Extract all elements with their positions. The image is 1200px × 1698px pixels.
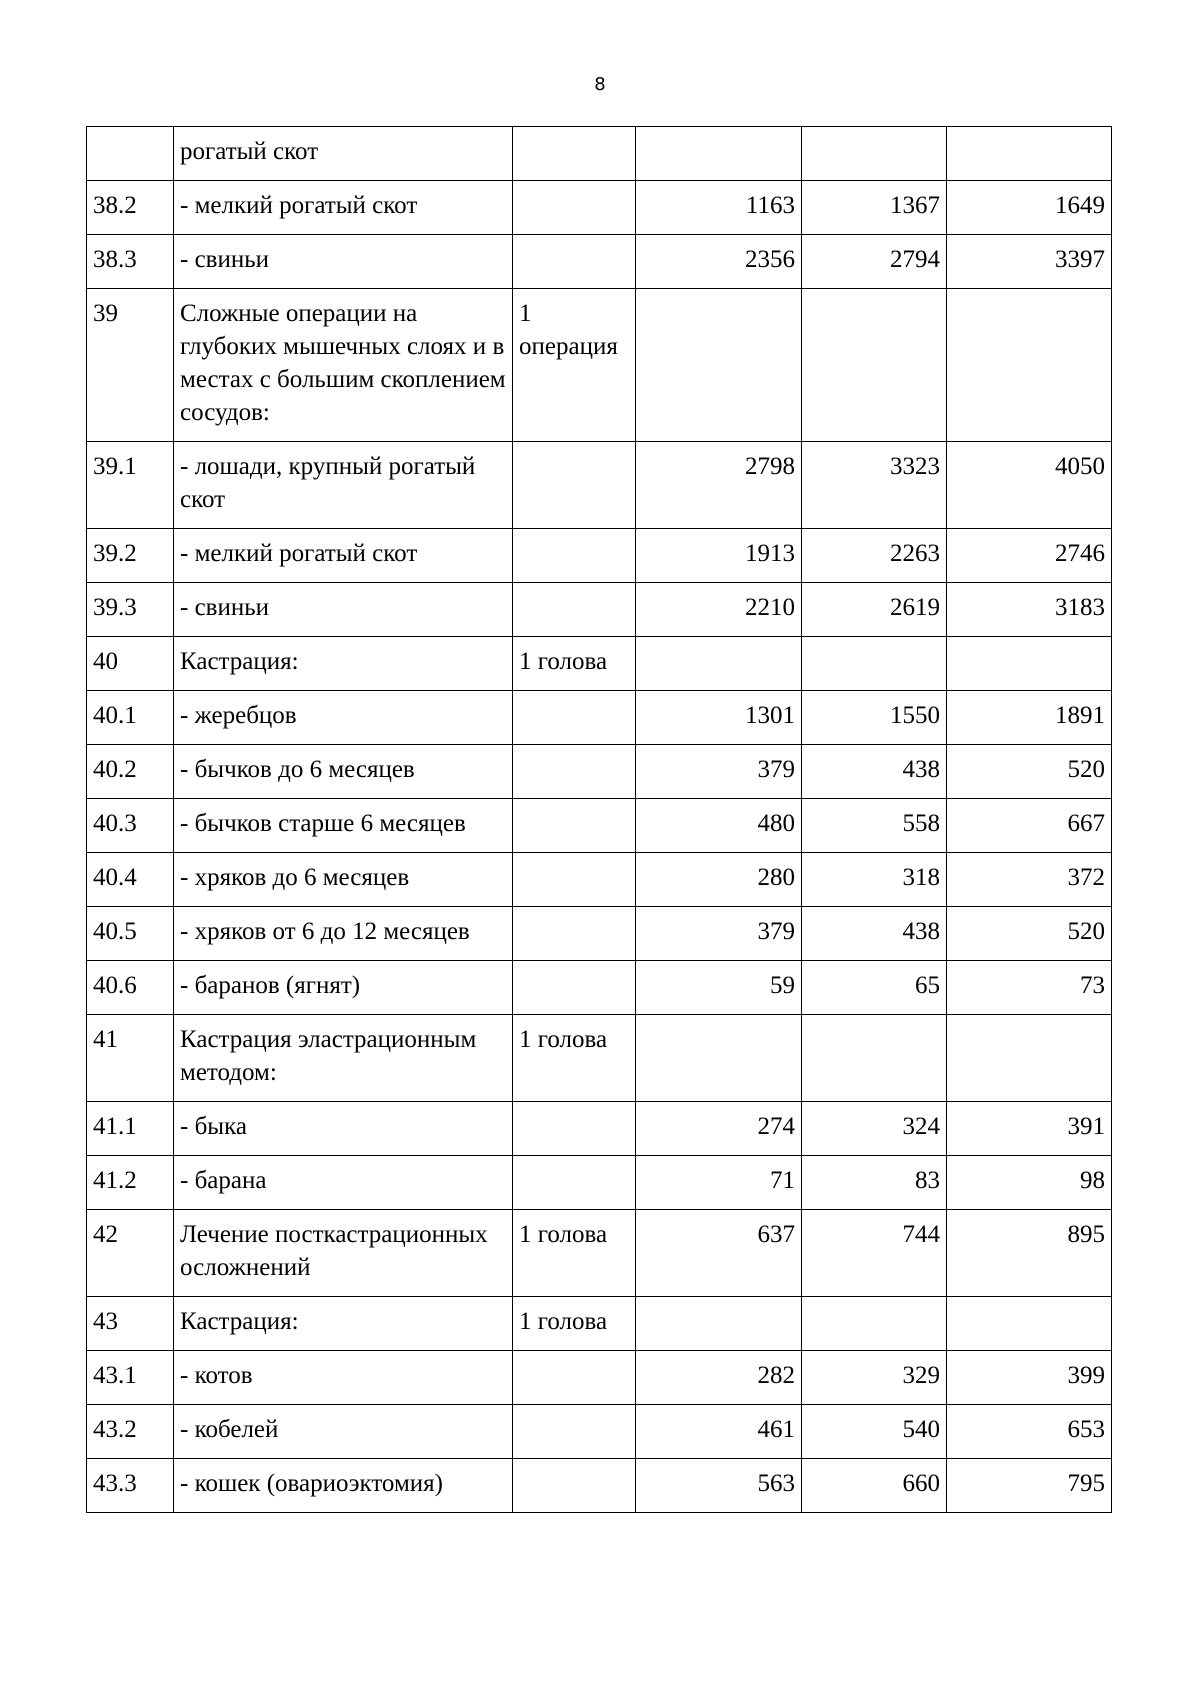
row-price-1	[636, 1015, 802, 1102]
row-price-2: 329	[802, 1351, 947, 1405]
row-price-1	[636, 289, 802, 442]
row-unit: 1 голова	[513, 637, 636, 691]
row-unit: 1 голова	[513, 1210, 636, 1297]
table-row	[87, 1015, 1112, 1102]
row-description: Кастрация:	[174, 637, 513, 691]
table-row	[87, 289, 1112, 442]
row-price-1	[636, 1297, 802, 1351]
row-price-1: 274	[636, 1102, 802, 1156]
row-price-2: 744	[802, 1210, 947, 1297]
row-price-2	[802, 1297, 947, 1351]
row-price-3: 1891	[947, 691, 1112, 745]
table-row	[87, 853, 1112, 907]
table-body	[87, 127, 1112, 1513]
row-description: - кобелей	[174, 1405, 513, 1459]
row-price-3: 2746	[947, 529, 1112, 583]
row-description: рогатый скот	[174, 127, 513, 181]
row-description: - мелкий рогатый скот	[174, 529, 513, 583]
row-price-3: 1649	[947, 181, 1112, 235]
row-price-3: 520	[947, 745, 1112, 799]
row-price-3: 3183	[947, 583, 1112, 637]
row-description: - свиньи	[174, 583, 513, 637]
row-code: 40.3	[87, 799, 174, 853]
row-price-2: 558	[802, 799, 947, 853]
row-code: 43.2	[87, 1405, 174, 1459]
row-price-1	[636, 637, 802, 691]
row-price-2	[802, 127, 947, 181]
row-unit	[513, 127, 636, 181]
row-price-1: 379	[636, 907, 802, 961]
row-code: 39.2	[87, 529, 174, 583]
row-price-1: 1163	[636, 181, 802, 235]
row-price-1: 2356	[636, 235, 802, 289]
row-price-1: 59	[636, 961, 802, 1015]
row-description: - баранов (ягнят)	[174, 961, 513, 1015]
table-row	[87, 1102, 1112, 1156]
row-code: 38.3	[87, 235, 174, 289]
table-row	[87, 529, 1112, 583]
row-description: - хряков до 6 месяцев	[174, 853, 513, 907]
table-row	[87, 691, 1112, 745]
table-row	[87, 583, 1112, 637]
row-code: 39.1	[87, 442, 174, 529]
row-price-2: 65	[802, 961, 947, 1015]
row-description: - мелкий рогатый скот	[174, 181, 513, 235]
row-price-3: 73	[947, 961, 1112, 1015]
table-row	[87, 442, 1112, 529]
row-price-1: 637	[636, 1210, 802, 1297]
row-code: 40.5	[87, 907, 174, 961]
row-unit: 1 голова	[513, 1015, 636, 1102]
row-unit	[513, 1156, 636, 1210]
row-description: - быка	[174, 1102, 513, 1156]
row-description: - свиньи	[174, 235, 513, 289]
row-code: 43.3	[87, 1459, 174, 1513]
row-price-1: 379	[636, 745, 802, 799]
row-price-2: 2619	[802, 583, 947, 637]
row-unit	[513, 1102, 636, 1156]
price-table	[86, 126, 1112, 1513]
row-unit	[513, 1459, 636, 1513]
row-price-3: 653	[947, 1405, 1112, 1459]
row-unit	[513, 529, 636, 583]
row-price-1: 2798	[636, 442, 802, 529]
table-row	[87, 235, 1112, 289]
row-description: Кастрация:	[174, 1297, 513, 1351]
row-code: 43	[87, 1297, 174, 1351]
row-price-3: 895	[947, 1210, 1112, 1297]
table-row	[87, 1156, 1112, 1210]
row-price-2: 438	[802, 745, 947, 799]
row-price-2: 2794	[802, 235, 947, 289]
row-code: 43.1	[87, 1351, 174, 1405]
row-price-2: 324	[802, 1102, 947, 1156]
row-unit	[513, 235, 636, 289]
row-unit	[513, 442, 636, 529]
row-description: - барана	[174, 1156, 513, 1210]
row-description: - жеребцов	[174, 691, 513, 745]
table-row	[87, 961, 1112, 1015]
table-row	[87, 127, 1112, 181]
row-price-3: 4050	[947, 442, 1112, 529]
row-code: 41.1	[87, 1102, 174, 1156]
row-price-3: 399	[947, 1351, 1112, 1405]
row-description: Лечение посткастрационных осложнений	[174, 1210, 513, 1297]
row-unit	[513, 745, 636, 799]
page-number: 8	[594, 74, 606, 95]
row-description: Кастрация эластрационным методом:	[174, 1015, 513, 1102]
row-unit: 1 голова	[513, 1297, 636, 1351]
row-unit	[513, 853, 636, 907]
table-row	[87, 1459, 1112, 1513]
row-price-3: 98	[947, 1156, 1112, 1210]
table-row	[87, 745, 1112, 799]
row-price-2: 83	[802, 1156, 947, 1210]
row-description: - котов	[174, 1351, 513, 1405]
row-price-1: 1301	[636, 691, 802, 745]
row-price-1: 480	[636, 799, 802, 853]
table-row	[87, 181, 1112, 235]
row-code: 40.4	[87, 853, 174, 907]
row-price-1: 563	[636, 1459, 802, 1513]
row-description: - бычков старше 6 месяцев	[174, 799, 513, 853]
row-price-3	[947, 127, 1112, 181]
table-row	[87, 799, 1112, 853]
row-price-2: 660	[802, 1459, 947, 1513]
table-row	[87, 1405, 1112, 1459]
row-code: 40	[87, 637, 174, 691]
row-unit: 1 операция	[513, 289, 636, 442]
row-unit	[513, 1351, 636, 1405]
row-price-1: 461	[636, 1405, 802, 1459]
row-code: 41	[87, 1015, 174, 1102]
row-code: 40.1	[87, 691, 174, 745]
row-unit	[513, 799, 636, 853]
row-price-2: 3323	[802, 442, 947, 529]
row-unit	[513, 691, 636, 745]
row-price-3: 520	[947, 907, 1112, 961]
row-price-3	[947, 1297, 1112, 1351]
row-price-3: 3397	[947, 235, 1112, 289]
table-row	[87, 907, 1112, 961]
row-code: 40.6	[87, 961, 174, 1015]
row-unit	[513, 961, 636, 1015]
table-row	[87, 1351, 1112, 1405]
table-row	[87, 1297, 1112, 1351]
row-price-3: 667	[947, 799, 1112, 853]
row-unit	[513, 583, 636, 637]
table-row	[87, 1210, 1112, 1297]
row-code: 39.3	[87, 583, 174, 637]
row-code	[87, 127, 174, 181]
row-price-2	[802, 637, 947, 691]
row-price-1: 280	[636, 853, 802, 907]
row-unit	[513, 1405, 636, 1459]
row-unit	[513, 907, 636, 961]
row-price-2: 1367	[802, 181, 947, 235]
row-price-1	[636, 127, 802, 181]
row-description: - хряков от 6 до 12 месяцев	[174, 907, 513, 961]
row-price-1: 282	[636, 1351, 802, 1405]
row-price-3: 391	[947, 1102, 1112, 1156]
row-code: 41.2	[87, 1156, 174, 1210]
row-price-1: 1913	[636, 529, 802, 583]
row-price-3	[947, 1015, 1112, 1102]
row-price-1: 2210	[636, 583, 802, 637]
row-price-1: 71	[636, 1156, 802, 1210]
row-code: 42	[87, 1210, 174, 1297]
row-price-2: 438	[802, 907, 947, 961]
row-description: - кошек (овариоэктомия)	[174, 1459, 513, 1513]
row-unit	[513, 181, 636, 235]
row-price-2: 318	[802, 853, 947, 907]
row-price-3: 372	[947, 853, 1112, 907]
row-price-2: 1550	[802, 691, 947, 745]
row-code: 40.2	[87, 745, 174, 799]
row-price-3	[947, 637, 1112, 691]
row-description: - бычков до 6 месяцев	[174, 745, 513, 799]
row-price-2	[802, 289, 947, 442]
row-price-2: 2263	[802, 529, 947, 583]
row-description: Сложные операции на глубоких мышечных слоях и в местах с большим скоплением сосудов:	[174, 289, 513, 442]
row-price-3: 795	[947, 1459, 1112, 1513]
row-price-2: 540	[802, 1405, 947, 1459]
row-price-3	[947, 289, 1112, 442]
row-code: 38.2	[87, 181, 174, 235]
table-row	[87, 637, 1112, 691]
row-description: - лошади, крупный рогатый скот	[174, 442, 513, 529]
row-price-2	[802, 1015, 947, 1102]
row-code: 39	[87, 289, 174, 442]
